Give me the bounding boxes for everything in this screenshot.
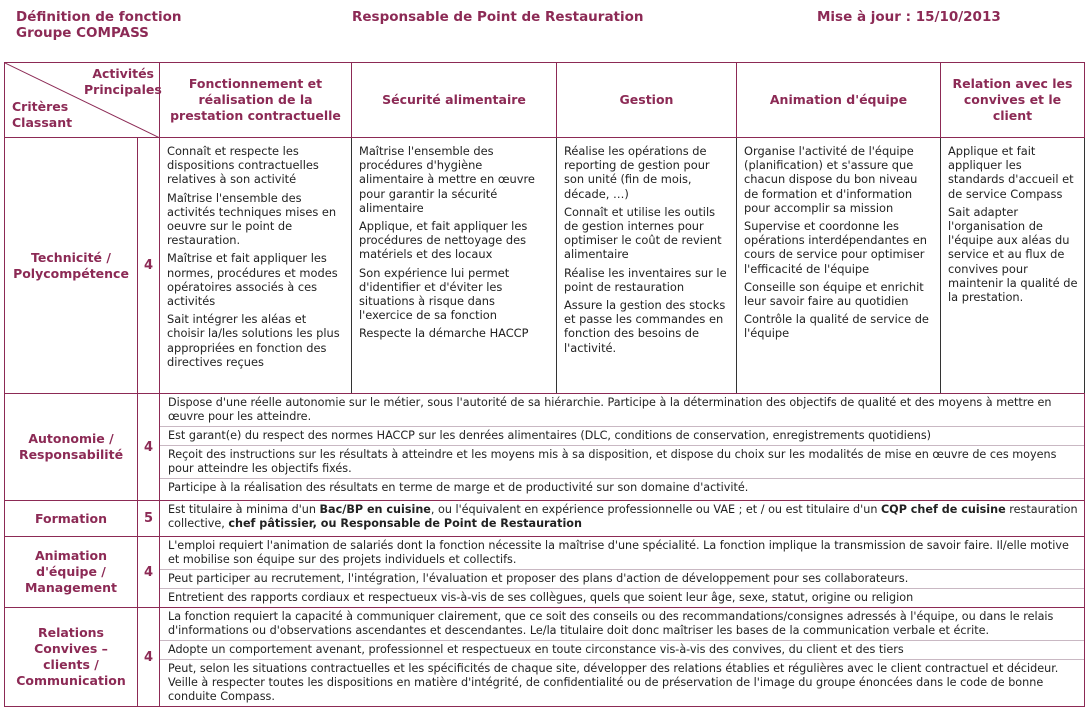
- cell-item: Maîtrise l'ensemble des activités techniques mises en oeuvre sur le point de restauration.: [167, 190, 337, 248]
- criterion-label: Technicité / Polycompétence: [5, 138, 138, 394]
- criterion-level: 4: [138, 608, 160, 707]
- cell-item: Organise l'activité de l'équipe (planification) et s'assure que chacun dispose du bon niveau de formation et d'information pour accomplir sa mission: [744, 144, 918, 215]
- cell-item: Peut participer au recrutement, l'intégration, l'évaluation et proposer des plans d'action de développement pour ses collaborateurs.: [160, 570, 1084, 589]
- row-animation: [5, 537, 1085, 608]
- criterion-level: 4: [138, 138, 160, 394]
- cell-fonctionnement: [160, 138, 352, 394]
- cell-item: Sait adapter l'organisation de l'équipe aux aléas du service et au flux de convives pour maintenir la qualité de la prestation.: [948, 204, 1078, 305]
- corner-criteria-label: Critères Classant: [12, 99, 73, 130]
- row-technicite: [5, 138, 1085, 394]
- cell-animation: [737, 138, 941, 394]
- cell-item: Reçoit des instructions sur les résultats à atteindre et les moyens mis à sa disposition, et dispose du choix sur les modalités de mise en œuvre de ces moyens pour atteindre les objectifs fixés.: [160, 446, 1084, 479]
- cell-item: Entretient des rapports cordiaux et respectueux vis-à-vis de ses collègues, quels que soient leur âge, sexe, statut, origine ou religion: [168, 591, 914, 604]
- column-header: Gestion: [557, 63, 737, 138]
- cell-item: Conseille son équipe et enrichit leur savoir faire au quotidien: [744, 279, 924, 309]
- column-header: Relation avec les convives et le client: [941, 63, 1085, 138]
- cell-securite: [352, 138, 557, 394]
- criterion-label: Animation d'équipe / Management: [5, 537, 138, 608]
- cell-item: Maîtrise l'ensemble des procédures d'hygiène alimentaire à mettre en œuvre pour garantir la sécurité alimentaire: [359, 144, 535, 215]
- doc-type-line1: Définition de fonction: [16, 9, 182, 25]
- bold-text: CQP chef de cuisine: [880, 503, 1006, 516]
- text: Est titulaire à minima d'un: [168, 503, 320, 516]
- update-date: Mise à jour : 15/10/2013: [817, 9, 1001, 25]
- cell-item: Maîtrise et fait appliquer les normes, procédures et modes opératoires associés à ces activités: [167, 251, 338, 309]
- job-title: Responsable de Point de Restauration: [352, 9, 644, 25]
- corner-cell: [5, 63, 160, 138]
- row-autonomie: [5, 394, 1085, 501]
- cell-item: Applique, et fait appliquer les procédures de nettoyage des matériels et des locaux: [359, 219, 528, 262]
- criterion-label: Autonomie / Responsabilité: [5, 394, 138, 501]
- header-row: [5, 63, 1085, 138]
- cell-item: Dispose d'une réelle autonomie sur le métier, sous l'autorité de sa hiérarchie. Participe à la détermination des objectifs de qualité et des moyens à mettre en œuvre pour les atteindre.: [160, 394, 1084, 427]
- column-header: Fonctionnement et réalisation de la prestation contractuelle: [160, 63, 352, 138]
- cell-item: Connaît et respecte les dispositions contractuelles relatives à son activité: [167, 144, 319, 187]
- cell-item: Son expérience lui permet d'identifier et d'éviter les situations à risque dans l'exercice de sa fonction: [359, 265, 510, 323]
- cell-relation: [941, 138, 1085, 394]
- doc-group-line: Groupe COMPASS: [16, 25, 149, 41]
- cell-item: Assure la gestion des stocks et passe les commandes en fonction des besoins de l'activité.: [564, 298, 726, 355]
- animation-content: [160, 537, 1085, 608]
- cell-item: Réalise les inventaires sur le point de restauration: [564, 265, 727, 294]
- job-definition-table: [4, 62, 1085, 707]
- text: restauration collective,: [168, 503, 1078, 530]
- relations-content: [160, 608, 1085, 707]
- bold-text: Bac/BP en cuisine: [319, 503, 431, 516]
- cell-item: L'emploi requiert l'animation de salariés dont la fonction nécessite la maîtrise d'une spécialité. La fonction implique la transmission de savoir faire. Il/elle motive et mobilise son équipe sur des projets individuels et collectifs.: [160, 537, 1084, 570]
- cell-item: La fonction requiert la capacité à communiquer clairement, que ce soit des conseils ou des recommandations/consignes adressés à l'équipe, ou dans le relais d'informations ou d'observations ascendantes et descendantes. Le/la titulaire doit donc maîtriser les bases de la communication verbale et écrite.: [160, 608, 1084, 641]
- corner-activities-label: Activités Principales: [84, 66, 162, 97]
- cell-item: Participe à la réalisation des résultats en terme de marge et de productivité sur son domaine d'activité.: [168, 481, 749, 494]
- cell-item: Connaît et utilise les outils de gestion internes pour optimiser le coût de revient alimentaire: [564, 204, 722, 262]
- row-relations: [5, 608, 1085, 707]
- cell-item: Sait intégrer les aléas et choisir la/les solutions les plus appropriées en fonction des directives reçues: [167, 312, 340, 369]
- cell-item: Contrôle la qualité de service de l'équipe: [744, 312, 929, 341]
- criterion-level: 4: [138, 537, 160, 608]
- cell-item: [160, 501, 1084, 533]
- cell-item: Respecte la démarche HACCP: [359, 326, 529, 341]
- cell-item: Réalise les opérations de reporting de gestion pour son unité (fin de mois, décade, …): [564, 144, 710, 201]
- cell-item: Peut, selon les situations contractuelles et les spécificités de chaque site, développer des relations établies et régulières avec le client contractuel et décideur. Veille à respecter toutes les dispositions en matière d'intégrité, de confidentialité ou de préservation de l'image du groupe énoncées dans le code de bonne conduite Compass.: [168, 662, 1059, 703]
- cell-gestion: [557, 138, 737, 394]
- column-header: Sécurité alimentaire: [352, 63, 557, 138]
- doc-type: [16, 9, 182, 41]
- criterion-level: 4: [138, 394, 160, 501]
- cell-item: Est garant(e) du respect des normes HACCP sur les denrées alimentaires (DLC, conditions de conservation, enregistrements quotidiens): [160, 427, 1084, 446]
- cell-item: Applique et fait appliquer les standards d'accueil et de service Compass: [948, 144, 1074, 201]
- criterion-label: Formation: [5, 501, 138, 537]
- bold-text: chef pâtissier, ou Responsable de Point de Restauration: [228, 517, 582, 530]
- criterion-label: Relations Convives – clients / Communication: [5, 608, 138, 707]
- criterion-level: 5: [138, 501, 160, 537]
- autonomie-content: [160, 394, 1085, 501]
- column-header: Animation d'équipe: [737, 63, 941, 138]
- text: , ou l'équivalent en expérience professionnelle ou VAE ; et / ou est titulaire d'un: [430, 503, 881, 516]
- cell-item: Supervise et coordonne les opérations interdépendantes en cours de service pour optimiser l'efficacité de l'équipe: [744, 219, 927, 276]
- cell-item: Adopte un comportement avenant, professionnel et respectueux en toute circonstance vis-à-vis des convives, du client et des tiers: [160, 641, 1084, 660]
- row-formation: [5, 501, 1085, 537]
- formation-content: [160, 501, 1085, 537]
